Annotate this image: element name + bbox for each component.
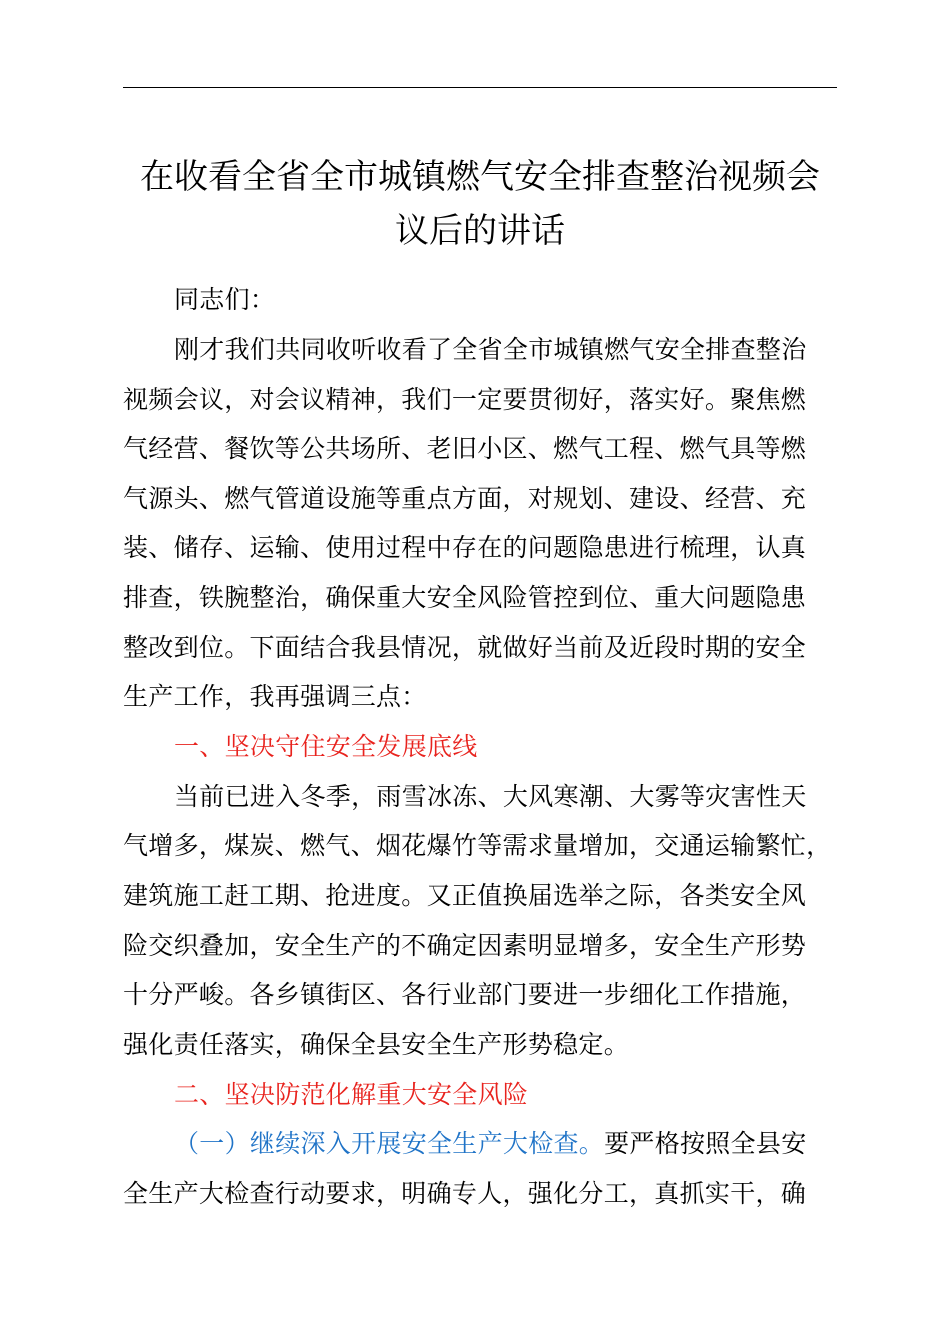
section-heading-2: 二、坚决防范化解重大安全风险 xyxy=(174,1080,529,1109)
section-heading-1: 一、坚决守住安全发展底线 xyxy=(174,732,478,761)
paragraph-line: 气增多，煤炭、燃气、烟花爆竹等需求量增加，交通运输繁忙， xyxy=(123,831,832,860)
title-line-1: 在收看全省全市城镇燃气安全排查整治视频会 xyxy=(140,157,820,197)
salutation: 同志们： xyxy=(174,285,276,314)
paragraph-line: 生产工作，我再强调三点： xyxy=(123,682,427,711)
paragraph-line xyxy=(174,1127,807,1161)
paragraph-line: 强化责任落实，确保全县安全生产形势稳定。 xyxy=(123,1030,630,1059)
paragraph-line: 全生产大检查行动要求，明确专人，强化分工，真抓实干，确 xyxy=(123,1179,807,1208)
header-rule xyxy=(123,87,837,88)
paragraph-line: 刚才我们共同收听收看了全省全市城镇燃气安全排查整治 xyxy=(174,335,807,364)
paragraph-line: 装、储存、运输、使用过程中存在的问题隐患进行梳理，认真 xyxy=(123,533,807,562)
paragraph-line: 建筑施工赶工期、抢进度。又正值换届选举之际，各类安全风 xyxy=(123,881,807,910)
paragraph-line: 整改到位。下面结合我县情况，就做好当前及近段时期的安全 xyxy=(123,633,807,662)
title-line-2: 议后的讲话 xyxy=(395,211,565,251)
paragraph-text: 要严格按照全县安 xyxy=(604,1129,807,1158)
paragraph-line: 十分严峻。各乡镇街区、各行业部门要进一步细化工作措施， xyxy=(123,980,807,1009)
document-title xyxy=(118,150,842,258)
paragraph-line: 当前已进入冬季，雨雪冰冻、大风寒潮、大雾等灾害性天 xyxy=(174,782,807,811)
paragraph-line: 气经营、餐饮等公共场所、老旧小区、燃气工程、燃气具等燃 xyxy=(123,434,807,463)
paragraph-line: 视频会议，对会议精神，我们一定要贯彻好，落实好。聚焦燃 xyxy=(123,385,807,414)
subheading-1: （一）继续深入开展安全生产大检查。 xyxy=(174,1129,605,1158)
paragraph-line: 排查，铁腕整治，确保重大安全风险管控到位、重大问题隐患 xyxy=(123,583,807,612)
paragraph-line: 险交织叠加，安全生产的不确定因素明显增多，安全生产形势 xyxy=(123,931,807,960)
paragraph-line: 气源头、燃气管道设施等重点方面，对规划、建设、经营、充 xyxy=(123,484,807,513)
